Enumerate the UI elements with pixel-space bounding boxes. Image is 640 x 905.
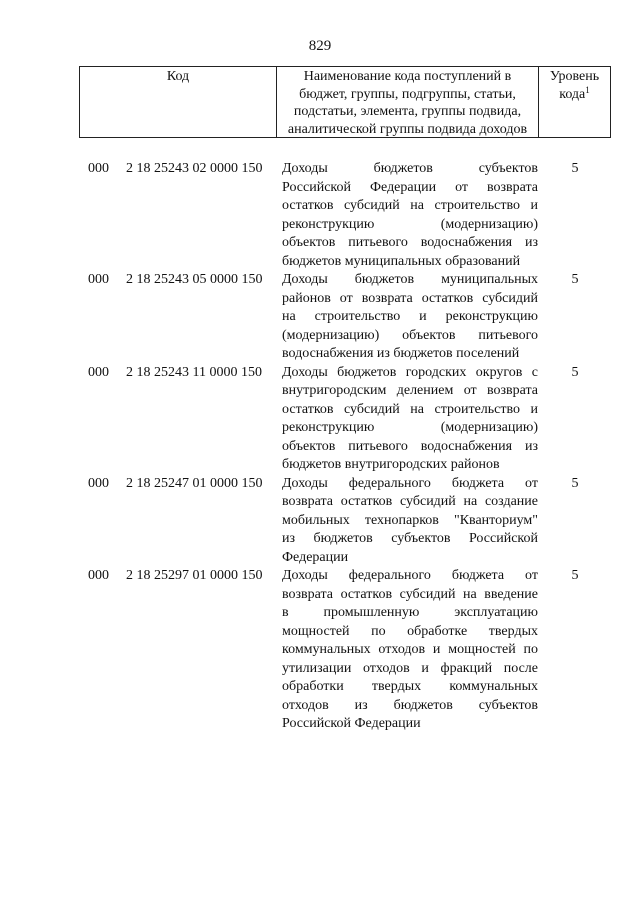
revenue-name-line: Доходы федерального бюджета от bbox=[282, 475, 538, 491]
revenue-name bbox=[282, 475, 538, 568]
header-level-line bbox=[539, 86, 610, 104]
revenue-name-line: Федерации bbox=[282, 549, 349, 565]
table-header bbox=[79, 66, 611, 138]
revenue-name bbox=[282, 160, 538, 271]
revenue-name-line: реконструкцию (модернизацию) bbox=[282, 216, 538, 232]
revenue-name bbox=[282, 364, 538, 475]
revenue-name-line: Доходы бюджетов субъектов bbox=[282, 161, 538, 176]
code-level: 5 bbox=[571, 161, 579, 176]
revenue-name-line: в промышленную эксплуатацию bbox=[282, 605, 538, 620]
admin-code: 000 bbox=[88, 161, 109, 176]
table-row bbox=[0, 364, 640, 475]
revenue-name-line: Российской Федерации bbox=[282, 716, 421, 731]
revenue-name bbox=[282, 271, 538, 364]
revenue-code: 2 18 25243 05 0000 150 bbox=[126, 272, 263, 287]
admin-code: 000 bbox=[88, 272, 109, 287]
revenue-name-line: Доходы бюджетов муниципальных bbox=[282, 272, 538, 287]
revenue-name-line: районов от возврата остатков субсидий bbox=[282, 290, 538, 306]
table-row bbox=[0, 475, 640, 568]
revenue-name-line: Российской Федерации от возврата bbox=[282, 179, 538, 195]
revenue-name-line: (модернизацию) объектов питьевого bbox=[282, 327, 538, 343]
revenue-name-line: остатков субсидий на строительство и bbox=[282, 198, 538, 213]
revenue-name-line: отходов из бюджетов субъектов bbox=[282, 697, 538, 713]
header-name-line: бюджет, группы, подгруппы, статьи, bbox=[299, 86, 516, 102]
admin-code: 000 bbox=[88, 364, 109, 380]
revenue-name-line: возврата остатков субсидий на введение bbox=[282, 586, 538, 602]
header-name bbox=[277, 67, 539, 137]
header-level-word: кода bbox=[559, 86, 586, 102]
revenue-name-line: бюджетов муниципальных образований bbox=[282, 253, 521, 269]
revenue-name-line: внутригородским делением от возврата bbox=[282, 383, 538, 398]
revenue-code: 2 18 25297 01 0000 150 bbox=[126, 568, 263, 583]
table-row bbox=[0, 567, 640, 734]
revenue-name-line: обработки твердых коммунальных bbox=[282, 679, 538, 694]
code-level: 5 bbox=[571, 475, 579, 491]
revenue-name-line: объектов питьевого водоснабжения из bbox=[282, 235, 538, 250]
revenue-name-line: коммунальных отходов и мощностей по bbox=[282, 642, 538, 657]
code-level: 5 bbox=[571, 272, 579, 287]
revenue-name-line: из бюджетов субъектов Российской bbox=[282, 531, 538, 546]
revenue-name bbox=[282, 567, 538, 734]
revenue-name-line: Доходы бюджетов городских округов с bbox=[282, 364, 538, 380]
header-level bbox=[539, 67, 610, 137]
header-level-line: Уровень bbox=[549, 69, 600, 84]
header-code: Код bbox=[80, 67, 277, 137]
footnote-marker: 1 bbox=[585, 84, 590, 95]
revenue-name-line: водоснабжения из бюджетов поселений bbox=[282, 346, 520, 361]
revenue-name-line: мобильных технопарков "Кванториум" bbox=[282, 512, 538, 528]
revenue-name-line: Доходы федерального бюджета от bbox=[282, 568, 538, 583]
revenue-name-line: возврата остатков субсидий на создание bbox=[282, 494, 538, 509]
header-name-line: подстатьи, элемента, группы подвида, bbox=[293, 104, 522, 119]
admin-code: 000 bbox=[88, 568, 109, 583]
revenue-name-line: утилизации отходов и фракций после bbox=[282, 660, 538, 676]
header-name-line: аналитической группы подвида доходов bbox=[287, 121, 528, 137]
revenue-code: 2 18 25243 02 0000 150 bbox=[126, 161, 263, 176]
table-row bbox=[0, 271, 640, 364]
revenue-code: 2 18 25247 01 0000 150 bbox=[126, 475, 263, 491]
code-level: 5 bbox=[571, 568, 579, 583]
revenue-code: 2 18 25243 11 0000 150 bbox=[126, 364, 262, 380]
revenue-name-line: объектов питьевого водоснабжения из bbox=[282, 438, 538, 454]
admin-code: 000 bbox=[88, 475, 109, 491]
revenue-name-line: остатков субсидий на строительство и bbox=[282, 401, 538, 417]
table-row bbox=[0, 160, 640, 271]
page-number: 829 bbox=[308, 38, 332, 54]
revenue-name-line: реконструкцию (модернизацию) bbox=[282, 420, 538, 435]
revenue-name-line: на строительство и реконструкцию bbox=[282, 309, 538, 324]
header-name-line: Наименование кода поступлений в bbox=[303, 69, 512, 84]
revenue-name-line: бюджетов внутригородских районов bbox=[282, 457, 500, 472]
table-body bbox=[0, 160, 640, 734]
revenue-name-line: мощностей по обработке твердых bbox=[282, 623, 538, 639]
code-level: 5 bbox=[571, 364, 579, 380]
